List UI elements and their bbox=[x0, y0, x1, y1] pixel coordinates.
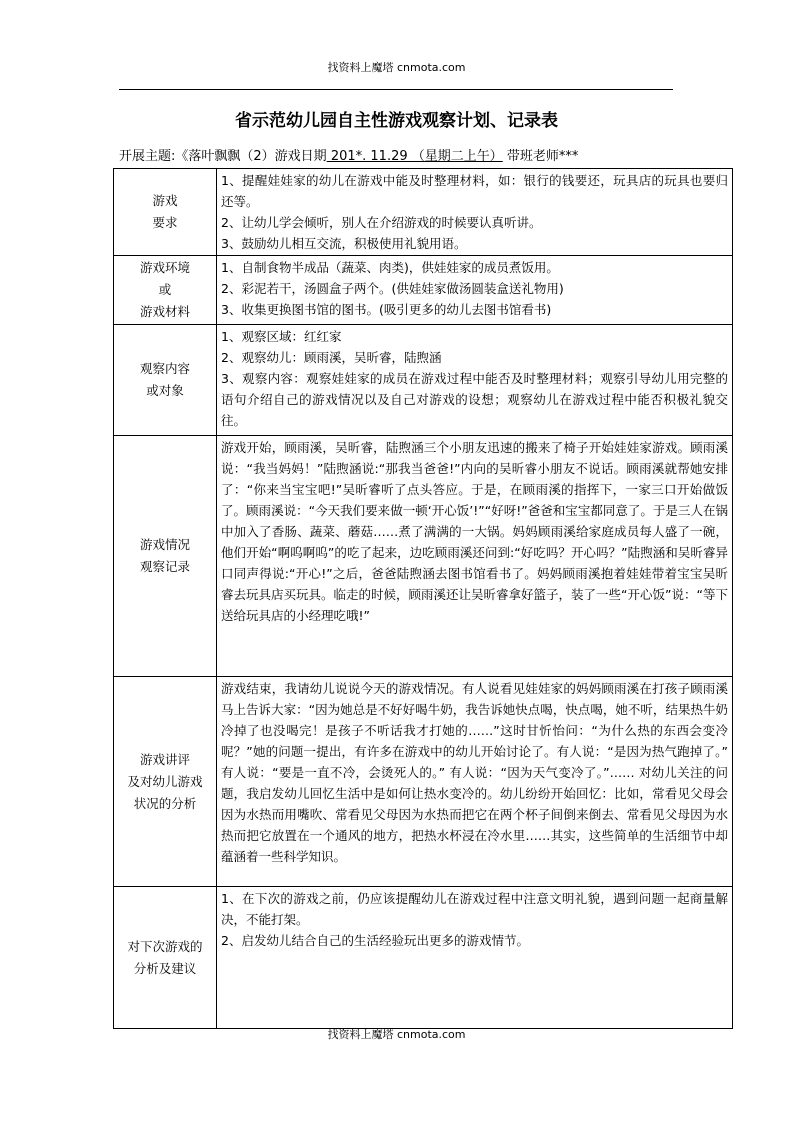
content-line: 3、鼓励幼儿相互交流，积极使用礼貌用语。 bbox=[221, 236, 467, 251]
content-line: 1、观察区域：红红家 bbox=[221, 329, 342, 344]
content-line: 1、提醒娃娃家的幼儿在游戏中能及时整理材料，如：银行的钱要还，玩具店的玩具也要归还等。 bbox=[221, 173, 728, 209]
row-analysis bbox=[114, 677, 733, 887]
row-suggestions bbox=[114, 887, 733, 1029]
content-record bbox=[217, 436, 733, 677]
record-text: 游戏开始，顾雨溪，吴昕睿，陆煦涵三个小朋友迅速的搬来了椅子开始娃娃家游戏。顾雨溪说：“我当妈妈！”陆煦涵说:“那我当爸爸!”内向的吴昕睿小朋友不说话。顾雨溪就帮她安排了：“你来当宝宝吧!”吴昕睿听了点头答应。于是，在顾雨溪的指挥下，一家三口开始做饭了。顾雨溪说：“今天我们要来做一顿‘开心饭’!”“好呀!”爸爸和宝宝都同意了。于是三人在锅中加入了香肠、蔬菜、蘑菇……煮了满满的一大锅。妈妈顾雨溪给家庭成员每人盛了一碗，他们开始“啊呜啊呜”的吃了起来，边吃顾雨溪还问到:“好吃吗？开心吗？”陆煦涵和吴昕睿异口同声得说:“开心!”之后，爸爸陆煦涵去图书馆看书了。妈妈顾雨溪抱着娃娃带着宝宝吴昕睿去玩具店买玩具。临走的时候，顾雨溪还让吴昕睿拿好篮子，装了一些“开心饭”说：“等下送给玩具店的小经理吃哦!” bbox=[221, 440, 728, 623]
header-site-text: 找资料上魔塔 cnmota.com bbox=[327, 61, 466, 74]
content-line: 1、在下次的游戏之前，仍应该提醒幼儿在游戏过程中注意文明礼貌，遇到问题一起商量解决，不能打架。 bbox=[221, 891, 728, 927]
content-suggestions bbox=[217, 887, 733, 1029]
label-requirements: 游戏 要求 bbox=[114, 169, 217, 256]
row-observation bbox=[114, 325, 733, 436]
analysis-text: 游戏结束，我请幼儿说说今天的游戏情况。有人说看见娃娃家的妈妈顾雨溪在打孩子顾雨溪马上告诉大家：“因为她总是不好好喝牛奶，我告诉她快点喝，快点喝，她不听，结果热牛奶冷掉了也没喝完！是孩子不听话我才打她的……”这时甘忻怡问：“为什么热的东西会变冷呢？”她的问题一提出，有许多在游戏中的幼儿开始讨论了。有人说：“是因为热气跑掉了。” 有人说：“要是一直不冷，会烫死人的。” 有人说：“因为天气变冷了。”…… 对幼儿关注的问题，我启发幼儿回忆生活中是如何让热水变冷的。幼儿纷纷开始回忆：比如，常看见父母会因为水热而用嘴吹、常看见父母因为水热而把它在两个杯子间倒来倒去、常看见父母因为水热而把它放置在一个通风的地方，把热水杯浸在冷水里……其实，这些简单的生活细节中却蕴涵着一些科学知识。 bbox=[221, 681, 728, 864]
label-record: 游戏情况 观察记录 bbox=[114, 436, 217, 677]
content-line: 3、观察内容：观察娃娃家的成员在游戏过程中能否及时整理材料；观察引导幼儿用完整的语句介绍自己的游戏情况以及自己对游戏的设想；观察幼儿在游戏过程中能否积极礼貌交往。 bbox=[221, 371, 728, 428]
content-observation bbox=[217, 325, 733, 436]
label-suggestions: 对下次游戏的 分析及建议 bbox=[114, 887, 217, 1029]
label-analysis: 游戏讲评 及对幼儿游戏 状况的分析 bbox=[114, 677, 217, 887]
content-materials bbox=[217, 256, 733, 325]
date-label: 游戏日期 bbox=[274, 149, 327, 164]
page-title: 省示范幼儿园自主性游戏观察计划、记录表 bbox=[235, 111, 558, 131]
row-materials bbox=[114, 256, 733, 325]
content-analysis bbox=[217, 677, 733, 887]
content-requirements bbox=[217, 169, 733, 256]
theme-value: 《落叶飘飘（2） bbox=[175, 149, 275, 164]
content-line: 2、启发幼儿结合自己的生活经验玩出更多的游戏情节。 bbox=[221, 933, 529, 948]
label-materials: 游戏环境 或 游戏材料 bbox=[114, 256, 217, 325]
content-line: 2、观察幼儿：顾雨溪，吴昕睿，陆煦涵 bbox=[221, 350, 442, 365]
row-requirements bbox=[114, 169, 733, 256]
date-value: 201*. 11.29 （星期二上午） bbox=[326, 149, 503, 164]
footer-site-text: 找资料上魔塔 cnmota.com bbox=[327, 1028, 466, 1041]
content-line: 2、让幼儿学会倾听，别人在介绍游戏的时候要认真听讲。 bbox=[221, 215, 542, 230]
info-line bbox=[119, 145, 578, 164]
content-line: 2、彩泥若干，汤圆盒子两个。(供娃娃家做汤圆装盒送礼物用) bbox=[221, 281, 564, 296]
row-record bbox=[114, 436, 733, 677]
header-divider bbox=[119, 89, 673, 90]
content-line: 1、自制食物半成品（蔬菜、肉类)，供娃娃家的成员煮饭用。 bbox=[221, 260, 559, 275]
teacher-label: 带班老师*** bbox=[502, 149, 579, 164]
theme-label: 开展主题: bbox=[119, 149, 176, 164]
label-observation: 观察内容 或对象 bbox=[114, 325, 217, 436]
content-line: 3、收集更换图书馆的图书。(吸引更多的幼儿去图书馆看书) bbox=[221, 302, 552, 317]
record-table bbox=[113, 168, 733, 1029]
